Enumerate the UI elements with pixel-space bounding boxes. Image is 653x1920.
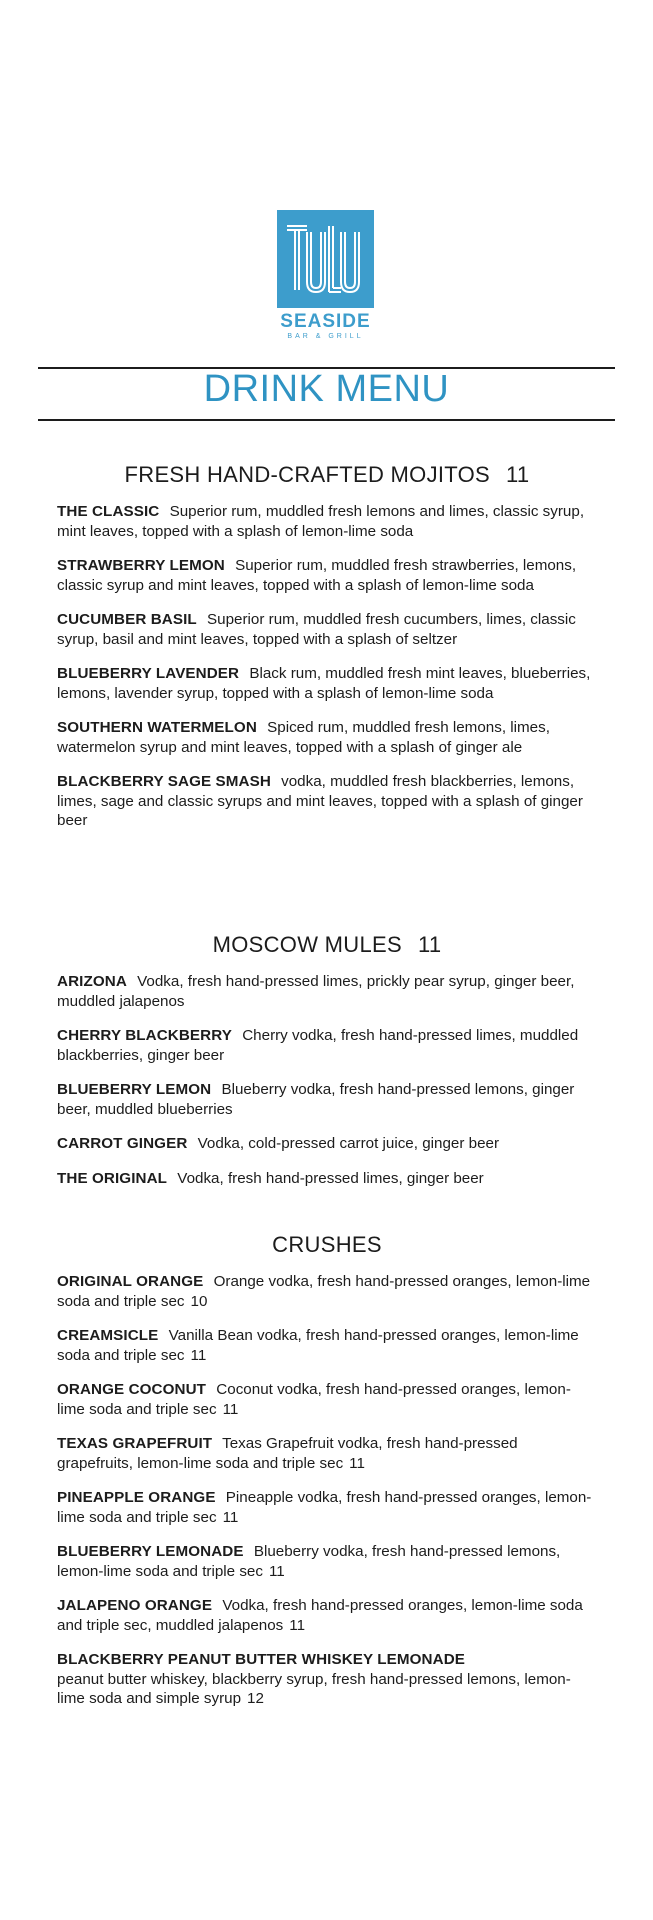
- item-price: 12: [247, 1690, 264, 1707]
- item-description: peanut butter whiskey, blackberry syrup, fresh hand-pressed lemons, lemon-lime soda and simple syrup: [57, 1670, 571, 1707]
- item-name: BLUEBERRY LEMON: [57, 1081, 212, 1098]
- section-mojitos: [57, 462, 597, 846]
- title-bottom-divider: [38, 419, 615, 421]
- menu-item: [57, 1026, 597, 1065]
- item-description: Orange vodka, fresh hand-pressed oranges, lemon-lime soda and triple sec: [57, 1273, 591, 1310]
- restaurant-logo: [277, 210, 374, 341]
- item-price: 11: [268, 1562, 285, 1580]
- item-name: SOUTHERN WATERMELON: [57, 719, 257, 736]
- item-name: THE CLASSIC: [57, 503, 160, 520]
- logo-mark: [277, 210, 374, 308]
- item-name: ORIGINAL ORANGE: [57, 1273, 204, 1290]
- menu-item: [57, 1272, 597, 1311]
- item-name: CUCUMBER BASIL: [57, 611, 197, 628]
- item-name: THE ORIGINAL: [57, 1169, 168, 1187]
- section-price: 11: [506, 462, 530, 487]
- menu-item: [57, 718, 597, 757]
- section-crushes: [57, 1232, 597, 1724]
- item-name: BLUEBERRY LEMONADE: [57, 1543, 244, 1560]
- section-title: MOSCOW MULES: [212, 932, 402, 957]
- item-name: PINEAPPLE ORANGE: [57, 1489, 216, 1506]
- section-title: CRUSHES: [272, 1232, 382, 1257]
- item-description: Vodka, cold-pressed carrot juice, ginger beer: [197, 1135, 500, 1152]
- item-name: ARIZONA: [57, 973, 127, 990]
- item-description: Blueberry vodka, fresh hand-pressed lemons, lemon-lime soda and triple sec: [57, 1543, 561, 1580]
- menu-item: [57, 502, 597, 541]
- menu-item: [57, 1080, 597, 1119]
- item-description: Blueberry vodka, fresh hand-pressed lemons, ginger beer, muddled blueberries: [57, 1081, 575, 1118]
- section-heading: [57, 1232, 597, 1258]
- menu-item: [57, 1650, 597, 1709]
- item-price: 11: [190, 1346, 207, 1364]
- item-description: Black rum, muddled fresh mint leaves, blueberries, lemons, lavender syrup, topped with a splash of lemon-lime soda: [57, 665, 591, 702]
- item-description: Vanilla Bean vodka, fresh hand-pressed oranges, lemon-lime soda and triple sec: [57, 1327, 579, 1364]
- menu-item: [57, 1326, 597, 1365]
- menu-item: [57, 1134, 597, 1154]
- item-description: Superior rum, muddled fresh strawberries, lemons, classic syrup and mint leaves, topped with a splash of lemon-lime soda: [57, 557, 577, 594]
- section-heading: [57, 932, 597, 958]
- menu-item: [57, 772, 597, 831]
- item-description: Superior rum, muddled fresh lemons and limes, classic syrup, mint leaves, topped with a splash of lemon-lime soda: [57, 503, 585, 540]
- menu-item: [57, 1488, 597, 1527]
- item-description: Texas Grapefruit vodka, fresh hand-pressed grapefruits, lemon-lime soda and triple sec: [57, 1435, 518, 1472]
- item-name: BLACKBERRY SAGE SMASH: [57, 773, 271, 790]
- menu-item: [57, 610, 597, 649]
- item-name: STRAWBERRY LEMON: [57, 557, 225, 574]
- item-description: Vodka, fresh hand-pressed limes, prickly pear syrup, ginger beer, muddled jalapenos: [57, 973, 575, 1010]
- section-moscow-mules: [57, 932, 597, 1203]
- item-name: BLUEBERRY LAVENDER: [57, 665, 240, 682]
- item-description: Vodka, fresh hand-pressed limes, ginger beer: [177, 1169, 484, 1187]
- logo-subtitle: SEASIDE: [280, 311, 371, 332]
- menu-item: [57, 664, 597, 703]
- item-name: BLACKBERRY PEANUT BUTTER WHISKEY LEMONADE: [57, 1651, 465, 1668]
- menu-item: [57, 1169, 597, 1189]
- item-name: CREAMSICLE: [57, 1327, 159, 1344]
- logo-tagline: BAR & GRILL: [287, 333, 364, 340]
- item-price: 11: [222, 1508, 239, 1526]
- item-price: 10: [190, 1292, 208, 1310]
- section-title: FRESH HAND-CRAFTED MOJITOS: [124, 462, 491, 487]
- item-description: Coconut vodka, fresh hand-pressed oranges, lemon-lime soda and triple sec: [57, 1381, 571, 1418]
- section-price: 11: [417, 932, 442, 957]
- menu-item: [57, 1542, 597, 1581]
- item-name: TEXAS GRAPEFRUIT: [57, 1435, 213, 1452]
- item-price: 11: [349, 1454, 365, 1472]
- item-description: Pineapple vodka, fresh hand-pressed oranges, lemon-lime soda and triple sec: [57, 1489, 592, 1526]
- item-name: ORANGE COCONUT: [57, 1381, 207, 1398]
- page-title: DRINK MENU: [203, 368, 450, 410]
- item-description: Spiced rum, muddled fresh lemons, limes, watermelon syrup and mint leaves, topped with a splash of ginger ale: [57, 719, 550, 756]
- item-description: Cherry vodka, fresh hand-pressed limes, muddled blackberries, ginger beer: [57, 1027, 579, 1064]
- menu-item: [57, 972, 597, 1011]
- menu-item: [57, 1434, 597, 1473]
- item-name: CARROT GINGER: [57, 1135, 188, 1152]
- section-heading: [57, 462, 597, 488]
- tulu-wordmark-icon: [277, 210, 374, 308]
- menu-item: [57, 556, 597, 595]
- item-name: JALAPENO ORANGE: [57, 1597, 213, 1614]
- item-price: 11: [222, 1400, 239, 1418]
- item-name: CHERRY BLACKBERRY: [57, 1027, 232, 1044]
- item-description: Vodka, fresh hand-pressed oranges, lemon-lime soda and triple sec, muddled jalapenos: [57, 1597, 583, 1634]
- item-price: 11: [289, 1616, 306, 1634]
- item-description: Superior rum, muddled fresh cucumbers, limes, classic syrup, basil and mint leaves, topped with a splash of seltzer: [57, 611, 576, 648]
- menu-item: [57, 1380, 597, 1419]
- menu-item: [57, 1596, 597, 1635]
- item-description: vodka, muddled fresh blackberries, lemons, limes, sage and classic syrups and mint leaves, topped with a splash of ginger beer: [57, 773, 583, 829]
